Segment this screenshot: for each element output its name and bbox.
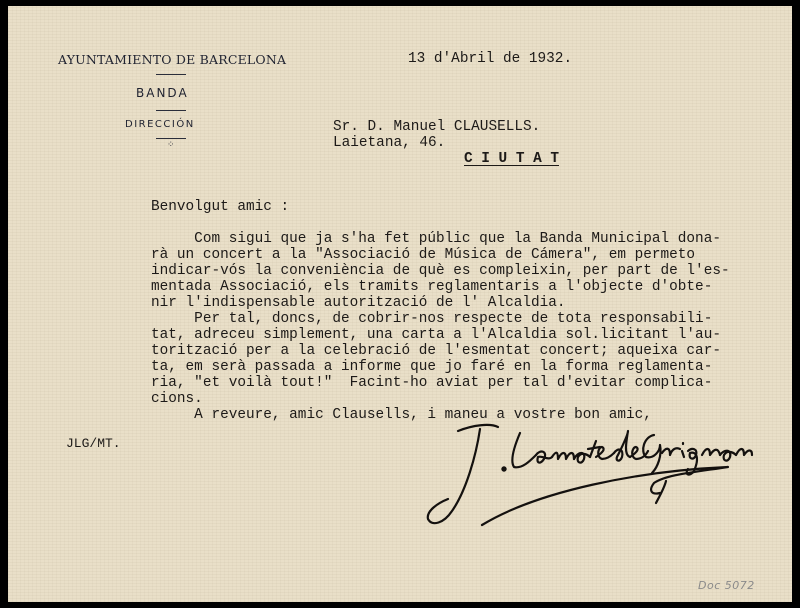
letterhead-dept: BANDA bbox=[136, 86, 189, 100]
body-line: cions. bbox=[151, 391, 203, 407]
letter-page bbox=[8, 6, 792, 602]
handwritten-signature bbox=[418, 411, 758, 541]
letterhead-rule-2 bbox=[156, 110, 186, 111]
letterhead-rule-3 bbox=[156, 138, 186, 139]
body-line: torització per a la celebració de l'esmentat concert; aqueixa car- bbox=[151, 343, 721, 359]
archive-mark: Doc 5072 bbox=[698, 579, 755, 592]
letterhead-sub: DIRECCIÓN bbox=[125, 119, 195, 130]
body-line: ta, em serà passada a informe que jo faré en la forma reglamenta- bbox=[151, 359, 713, 375]
body-line: tat, adreceu simplement, una carta a l'Alcaldia sol.licitant l'au- bbox=[151, 327, 721, 343]
body-line: rà un concert a la "Associació de Música de Cámera", em permeto bbox=[151, 247, 696, 263]
body-line: indicar-vós la conveniència de què es compleixin, per part de l'es- bbox=[151, 263, 730, 279]
letterhead-rule-1 bbox=[156, 74, 186, 75]
typist-initials: JLG/MT. bbox=[66, 436, 121, 451]
body-line: nir l'indispensable autorització de l' Alcaldia. bbox=[151, 295, 566, 311]
body-line: Com sigui que ja s'ha fet públic que la Banda Municipal dona- bbox=[151, 231, 721, 247]
salutation: Benvolgut amic : bbox=[151, 199, 290, 215]
body-line: mentada Associació, els tramits reglamentaris a l'objecte d'obte- bbox=[151, 279, 713, 295]
recipient-city: C I U T A T bbox=[464, 151, 559, 167]
letterhead-ornament: ⁘ bbox=[167, 140, 175, 150]
body-line: Per tal, doncs, de cobrir-nos respecte de tota responsabili- bbox=[151, 311, 713, 327]
recipient-name: Sr. D. Manuel CLAUSELLS. bbox=[333, 119, 541, 135]
letterhead-org: AYUNTAMIENTO DE BARCELONA bbox=[58, 52, 287, 67]
body-line: A reveure, amic Clausells, i maneu a vostre bon amic, bbox=[151, 407, 652, 423]
body-line: ria, "et voilà tout!" Facint-ho aviat per tal d'evitar complica- bbox=[151, 375, 713, 391]
recipient-address: Laietana, 46. bbox=[333, 135, 446, 151]
letter-date: 13 d'Abril de 1932. bbox=[408, 51, 573, 67]
